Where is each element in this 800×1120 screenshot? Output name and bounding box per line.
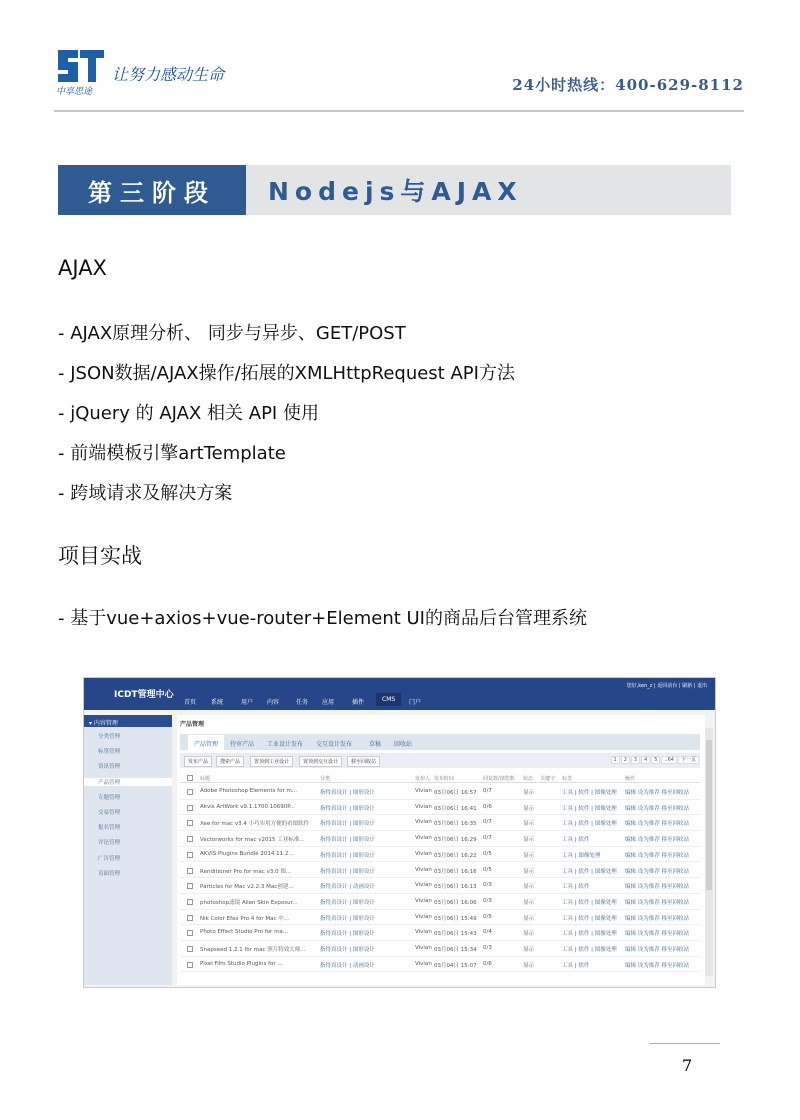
cell-status: 显示 xyxy=(523,962,535,969)
cell-user: Vivian xyxy=(415,835,432,842)
cell-cat[interactable]: 指得真设计 | 图形设计 xyxy=(320,837,375,844)
column-header: 发布人 xyxy=(415,776,431,782)
table-row xyxy=(180,800,700,816)
row-checkbox[interactable] xyxy=(187,852,193,858)
cell-title[interactable]: Nik Color Efex Pro 4 for Mac 中... xyxy=(200,915,290,922)
cell-tags[interactable]: 工具 | 软件 xyxy=(562,884,590,891)
sidebar-group-content[interactable]: ▾ 内容管理 xyxy=(84,715,172,727)
cell-user: Vivian xyxy=(415,897,432,904)
row-checkbox[interactable] xyxy=(187,820,193,826)
company-logo xyxy=(56,46,106,86)
cell-cat[interactable]: 指得真设计 | 图形设计 xyxy=(320,852,375,859)
table-row xyxy=(180,957,700,973)
cell-cat[interactable]: 指得真设计 | 图形设计 xyxy=(320,931,375,938)
stage-topic: Nodejs与AJAX xyxy=(246,165,731,215)
nav-item[interactable]: 内容 xyxy=(267,699,280,706)
logo-subtitle: 中享思途 xyxy=(56,87,93,97)
sidebar-item[interactable]: 评论管理 xyxy=(98,840,121,847)
table-row xyxy=(180,815,700,831)
cell-tags[interactable]: 工具 | 软件 | 图像处理 xyxy=(562,805,617,812)
list-item: - 基于vue+axios+vue-router+Element UI的商品后台管理系统 xyxy=(58,608,587,629)
tab[interactable]: 草稿 xyxy=(369,741,382,748)
page-link[interactable]: ..64 xyxy=(661,756,677,764)
cell-time: 03月06日 15:49 xyxy=(434,915,477,922)
cell-title[interactable]: Vectorworks for mac v2015 工业标准... xyxy=(200,837,305,844)
sidebar xyxy=(84,715,172,985)
cell-rv: 0/7 xyxy=(483,788,492,794)
column-header: 回复数/浏览数 xyxy=(483,776,515,782)
sidebar-item[interactable]: 资讯管理 xyxy=(98,764,121,771)
sidebar-item[interactable]: 页面管理 xyxy=(98,870,121,877)
cell-status: 显示 xyxy=(523,868,535,875)
cell-cat[interactable]: 指得真设计 | 图形设计 xyxy=(320,899,375,906)
cell-user: Vivian xyxy=(415,945,432,951)
cell-title[interactable]: Pixel Film Studio Plugins for ... xyxy=(200,960,283,967)
header-divider xyxy=(54,110,744,112)
tab[interactable]: 待审产品 xyxy=(230,741,255,748)
cell-ops[interactable]: 编辑 设为推荐 移至回收站 xyxy=(625,837,689,844)
cell-tags[interactable]: 工具 | 软件 | 图像处理 xyxy=(562,947,617,953)
table-row xyxy=(180,784,700,800)
page-number: 7 xyxy=(682,1056,693,1075)
page-link[interactable]: 4 xyxy=(641,756,650,764)
cell-title[interactable]: Snapseed 1.2.1 for mac 照片特效大师... xyxy=(200,947,306,953)
cell-rv: 0/4 xyxy=(483,929,492,936)
cell-title[interactable]: Adobe Photoshop Elements for m... xyxy=(200,788,298,794)
cell-user: Vivian xyxy=(415,819,432,826)
cell-cat[interactable]: 指得真设计 | 图形设计 xyxy=(320,790,375,796)
cell-status: 显示 xyxy=(523,837,535,844)
cell-cat[interactable]: 指得真设计 | 图形设计 xyxy=(320,947,375,953)
cell-ops[interactable]: 编辑 设为推荐 移至回收站 xyxy=(625,947,689,953)
cell-ops[interactable]: 编辑 设为推荐 移至回收站 xyxy=(625,931,689,938)
section-title-ajax: AJAX xyxy=(58,256,107,280)
cell-tags[interactable]: 工具 | 软件 | 图像处理 xyxy=(562,790,617,796)
list-item: - jQuery 的 AJAX 相关 API 使用 xyxy=(58,403,319,424)
column-header: 发布时间 xyxy=(434,776,455,782)
tab[interactable]: 工业设计发布 xyxy=(267,741,304,748)
sidebar-item[interactable]: 报名管理 xyxy=(98,825,121,832)
page-link[interactable]: 5 xyxy=(651,756,660,764)
column-header: 关键字 xyxy=(540,776,556,782)
cell-time: 03月06日 16:13 xyxy=(434,884,477,891)
cell-title[interactable]: Xee for mac v3.4 小巧实用方便的看图软件 xyxy=(200,821,310,828)
cell-ops[interactable]: 编辑 设为推荐 移至回收站 xyxy=(625,790,689,796)
cell-time: 03月06日 16:35 xyxy=(434,821,477,828)
column-header: 标签 xyxy=(562,776,573,782)
footer-divider xyxy=(650,1043,720,1044)
cell-user: Vivian xyxy=(415,913,432,920)
toolbar-button[interactable]: 发布产品 xyxy=(184,756,212,767)
cell-rv: 0/6 xyxy=(483,803,492,810)
cell-cat[interactable]: 指得真设计 | 图形设计 xyxy=(320,915,375,922)
cell-cat[interactable]: 指得真设计 | 动画设计 xyxy=(320,884,375,891)
cell-status: 显示 xyxy=(523,931,535,938)
cell-rv: 0/5 xyxy=(483,866,492,873)
cell-time: 03月06日 16:57 xyxy=(434,790,477,796)
row-checkbox[interactable] xyxy=(187,930,193,936)
cell-cat[interactable]: 指得真设计 | 动画设计 xyxy=(320,962,375,969)
cell-user: Vivian xyxy=(415,960,432,967)
select-all-checkbox[interactable] xyxy=(187,775,193,781)
cell-tags[interactable]: 工具 | 软件 | 图像处理 xyxy=(562,821,617,828)
cell-ops[interactable]: 编辑 设为推荐 移至回收站 xyxy=(625,884,689,891)
page-link[interactable]: 3 xyxy=(631,756,640,764)
sidebar-item[interactable]: 广告管理 xyxy=(98,855,121,862)
cell-title[interactable]: Photo Effect Studio Pro for ma... xyxy=(200,929,289,936)
cell-status: 显示 xyxy=(523,884,535,891)
sidebar-item[interactable]: 产品管理 xyxy=(84,778,172,786)
table-row xyxy=(180,894,700,910)
cell-time: 03月06日 16:41 xyxy=(434,805,477,812)
cell-rv: 0/5 xyxy=(483,850,492,857)
cell-ops[interactable]: 编辑 设为推荐 移至回收站 xyxy=(625,821,689,828)
cell-tags[interactable]: 工具 | 图像处理 xyxy=(562,852,601,859)
cell-time: 03月06日 15:43 xyxy=(434,931,477,938)
table-row xyxy=(180,863,700,879)
column-header: 标题 xyxy=(200,776,211,782)
cell-user: Vivian xyxy=(415,866,432,873)
cell-user: Vivian xyxy=(415,929,432,936)
user-links[interactable]: 您好,ken_z | 返回前台 | 刷新 | 退出 xyxy=(626,683,707,689)
row-checkbox[interactable] xyxy=(187,946,193,952)
toolbar-button[interactable]: 移至回收站 xyxy=(347,756,380,767)
cell-user: Vivian xyxy=(415,882,432,889)
scrollbar-thumb[interactable] xyxy=(706,740,712,890)
cell-status: 显示 xyxy=(523,947,535,953)
nav-item[interactable]: 用户 xyxy=(241,699,254,706)
column-header: 分类 xyxy=(320,776,331,782)
cell-time: 03月06日 16:06 xyxy=(434,899,477,906)
cell-tags[interactable]: 工具 | 软件 | 图像处理 xyxy=(562,899,617,906)
cell-time: 03月06日 16:22 xyxy=(434,852,477,859)
cell-title[interactable]: Akvis ArtWork v9.1.1700.10690P... xyxy=(200,803,295,810)
table-row xyxy=(180,925,700,941)
nav-item[interactable]: 首页 xyxy=(184,699,197,706)
nav-item[interactable]: 系统 xyxy=(211,699,224,706)
column-header: 操作 xyxy=(625,776,636,782)
sidebar-item[interactable]: 交易管理 xyxy=(98,810,121,816)
cell-status: 显示 xyxy=(523,852,535,859)
sidebar-item[interactable]: 标签管理 xyxy=(98,749,121,756)
page-link[interactable]: 2 xyxy=(621,756,630,764)
cell-cat[interactable]: 指得真设计 | 图形设计 xyxy=(320,805,375,812)
tab-bar xyxy=(180,734,700,750)
cell-rv: 0/7 xyxy=(483,819,492,826)
admin-screenshot xyxy=(83,677,716,988)
cell-ops[interactable]: 编辑 设为推荐 移至回收站 xyxy=(625,962,689,969)
cell-user: Vivian xyxy=(415,788,432,794)
page-link[interactable]: 下一页 xyxy=(678,756,699,764)
cell-rv: 0/3 xyxy=(483,897,492,904)
toolbar-button[interactable]: 置顶到交互设计 xyxy=(299,756,342,767)
cell-tags[interactable]: 工具 | 软件 xyxy=(562,962,590,969)
panel-title: 产品管理 xyxy=(180,721,205,728)
cell-time: 03月06日 16:29 xyxy=(434,837,477,844)
section-title-project: 项目实战 xyxy=(58,544,142,568)
row-checkbox[interactable] xyxy=(187,789,193,795)
sidebar-item[interactable]: 专题管理 xyxy=(98,794,121,801)
cell-title[interactable]: AKVIS Plugins Bundle 2014 11.2... xyxy=(200,850,294,857)
tab[interactable]: 回收站 xyxy=(394,741,413,748)
column-header: 状态 xyxy=(523,776,534,782)
cell-user: Vivian xyxy=(415,803,432,810)
list-item: - 跨域请求及解决方案 xyxy=(58,483,233,504)
cell-rv: 0/5 xyxy=(483,913,492,920)
row-checkbox[interactable] xyxy=(187,962,193,968)
cell-title[interactable]: Renditioner Pro for mac v3.0 图... xyxy=(200,868,292,875)
cell-user: Vivian xyxy=(415,850,432,857)
cell-time: 03月04日 15:07 xyxy=(434,962,477,969)
cell-rv: 0/6 xyxy=(483,960,492,967)
row-checkbox[interactable] xyxy=(187,868,193,874)
row-checkbox[interactable] xyxy=(187,899,193,905)
list-item: - 前端模板引擎artTemplate xyxy=(58,443,286,464)
table-row xyxy=(180,878,700,894)
cell-title[interactable]: photoshop滤镜 Alien Skin Exposur... xyxy=(200,899,298,906)
brand: ICDT管理中心 xyxy=(114,690,174,700)
cell-tags[interactable]: 工具 | 软件 | 图像处理 xyxy=(562,868,617,875)
toolbar-button[interactable]: 搜索产品 xyxy=(216,756,244,767)
row-checkbox[interactable] xyxy=(187,883,193,889)
cell-time: 03月06日 15:34 xyxy=(434,947,477,953)
stage-label: 第三阶段 xyxy=(58,165,246,215)
cell-status: 显示 xyxy=(523,821,535,828)
cell-title[interactable]: Particles for Mac v2.2.3 Mac创建... xyxy=(200,884,294,891)
cell-rv: 0/3 xyxy=(483,882,492,889)
cell-time: 03月06日 16:16 xyxy=(434,868,477,875)
sidebar-item[interactable]: 分类管理 xyxy=(98,734,121,740)
tab[interactable]: 交互设计发布 xyxy=(316,741,353,748)
cell-status: 显示 xyxy=(523,805,535,812)
nav-item[interactable]: 应用 xyxy=(322,699,335,706)
slogan: 让努力感动生命 xyxy=(112,65,225,84)
list-item: - JSON数据/AJAX操作/拓展的XMLHttpRequest API方法 xyxy=(58,363,515,384)
list-item: - AJAX原理分析、 同步与异步、GET/POST xyxy=(58,323,406,344)
nav-item[interactable]: CMS xyxy=(376,693,401,706)
cell-status: 显示 xyxy=(523,899,535,906)
cell-cat[interactable]: 指得真设计 | 图形设计 xyxy=(320,821,375,828)
tab[interactable]: 产品管理 xyxy=(188,735,224,752)
cell-cat[interactable]: 指得真设计 | 图形设计 xyxy=(320,868,375,875)
cell-rv: 0/3 xyxy=(483,945,492,951)
table-row xyxy=(180,831,700,847)
row-checkbox[interactable] xyxy=(187,836,193,842)
nav-item[interactable]: 任务 xyxy=(296,699,309,706)
cell-tags[interactable]: 工具 | 软件 xyxy=(562,837,590,844)
pagination xyxy=(610,756,700,763)
cell-ops[interactable]: 编辑 设为推荐 移至回收站 xyxy=(625,868,689,875)
row-checkbox[interactable] xyxy=(187,915,193,921)
page-link[interactable]: 1 xyxy=(611,756,620,764)
nav-item[interactable]: 门户 xyxy=(409,699,422,706)
cell-rv: 0/7 xyxy=(483,835,492,842)
cell-ops[interactable]: 编辑 设为推荐 移至回收站 xyxy=(625,805,689,812)
cell-status: 显示 xyxy=(523,915,535,922)
cell-ops[interactable]: 编辑 设为推荐 移至回收站 xyxy=(625,852,689,859)
row-checkbox[interactable] xyxy=(187,805,193,811)
table-row xyxy=(180,847,700,863)
cell-status: 显示 xyxy=(523,790,535,796)
cell-ops[interactable]: 编辑 设为推荐 移至回收站 xyxy=(625,899,689,906)
table-row xyxy=(180,910,700,926)
nav-item[interactable]: 插件 xyxy=(352,699,365,706)
toolbar-button[interactable]: 置顶到工业设计 xyxy=(250,756,293,767)
cell-tags[interactable]: 工具 | 软件 | 图像处理 xyxy=(562,915,617,922)
cell-tags[interactable]: 工具 | 软件 | 图像处理 xyxy=(562,931,617,938)
cell-ops[interactable]: 编辑 设为推荐 移至回收站 xyxy=(625,915,689,922)
table-row xyxy=(180,941,700,957)
hotline: 24小时热线：400-629-8112 xyxy=(512,76,744,94)
